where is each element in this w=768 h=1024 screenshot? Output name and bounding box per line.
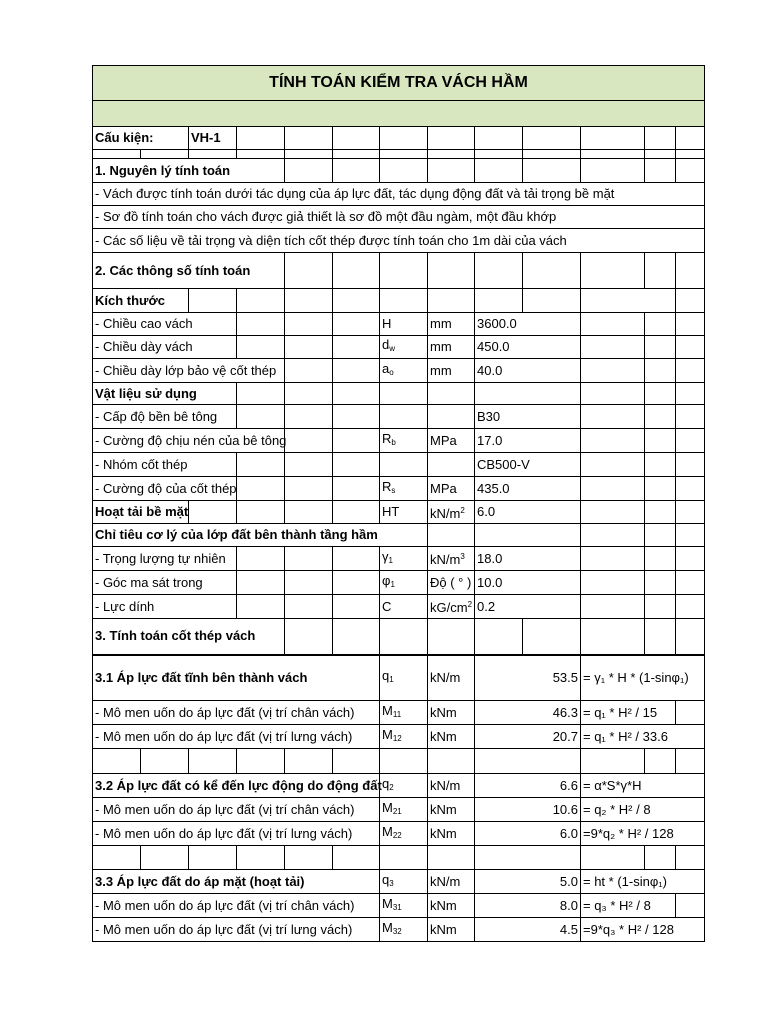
moment-unit: kNm (428, 701, 475, 725)
param-unit: $kN/m^3$ (428, 547, 475, 571)
param-unit: mm (428, 336, 475, 359)
moment-unit: kNm (428, 918, 475, 942)
param-unit: Độ ( ° ) (428, 571, 475, 595)
moment-formula: =9*q₃ * H² / 128 (581, 918, 705, 942)
param-symbol: $R_s$ (380, 477, 428, 501)
result-symbol: $q_2$ (380, 774, 428, 798)
calculation-sheet (92, 65, 705, 942)
sub2-heading: 3.2 Áp lực đất có kể đến lực động do động đất (93, 774, 380, 798)
moment-symbol: $M_{22}$ (380, 822, 428, 846)
param-label: - Góc ma sát trong (93, 571, 237, 595)
moment-symbol: $M_{21}$ (380, 798, 428, 822)
param-symbol: $\varphi_1$ (380, 571, 428, 595)
moment-value[interactable]: 8.0 (475, 894, 581, 918)
title-band (93, 101, 705, 127)
dimensions-heading: Kích thước (93, 289, 189, 313)
moment-label: - Mô men uốn do áp lực đất (vị trí chân vách) (93, 701, 380, 725)
moment-unit: kNm (428, 894, 475, 918)
param-unit: MPa (428, 429, 475, 453)
section1-heading: 1. Nguyên lý tính toán (93, 159, 285, 183)
param-value[interactable]: 6.0 (475, 501, 581, 524)
moment-label: - Mô men uốn do áp lực đất (vị trí chân vách) (93, 798, 380, 822)
param-unit: mm (428, 313, 475, 336)
param-value[interactable]: 450.0 (475, 336, 581, 359)
moment-value[interactable]: 46.3 (475, 701, 581, 725)
param-unit: MPa (428, 477, 475, 501)
live-load-label: Hoạt tải bề mặt (93, 501, 189, 524)
param-symbol: $d_w$ (380, 336, 428, 359)
param-symbol: $R_b$ (380, 429, 428, 453)
param-label: - Cường độ của cốt thép (93, 477, 237, 501)
param-unit: $kG/cm^2$ (428, 595, 475, 619)
section1-line-3: - Các số liệu về tải trọng và diện tích cốt thép được tính toán cho 1m dài của vách (93, 229, 705, 253)
moment-symbol: $M_{11}$ (380, 701, 428, 725)
moment-value[interactable]: 6.0 (475, 822, 581, 846)
component-label: Cấu kiện: (93, 127, 189, 150)
param-value[interactable]: 40.0 (475, 359, 581, 383)
section1-line-2: - Sơ đồ tính toán cho vách được giả thiết là sơ đồ một đầu ngàm, một đầu khớp (93, 206, 705, 229)
moment-symbol: $M_{31}$ (380, 894, 428, 918)
moment-value[interactable]: 10.6 (475, 798, 581, 822)
result-unit: kN/m (428, 774, 475, 798)
param-symbol: HT (380, 501, 428, 524)
result-symbol: $q_1$ (380, 655, 428, 701)
moment-unit: kNm (428, 822, 475, 846)
component-value[interactable]: VH-1 (189, 127, 237, 150)
sheet-title: TÍNH TOÁN KIỂM TRA VÁCH HẦM (93, 66, 705, 101)
moment-label: - Mô men uốn do áp lực đất (vị trí chân vách) (93, 894, 380, 918)
moment-formula: = q₁ * H² / 15 (581, 701, 676, 725)
result-unit: kN/m (428, 870, 475, 894)
param-label: - Nhóm cốt thép (93, 453, 237, 477)
moment-value[interactable]: 4.5 (475, 918, 581, 942)
param-label: - Lực dính (93, 595, 237, 619)
moment-symbol: $M_{12}$ (380, 725, 428, 749)
section2-heading: 2. Các thông số tính toán (93, 253, 285, 289)
result-symbol: $q_3$ (380, 870, 428, 894)
param-value[interactable]: 18.0 (475, 547, 581, 571)
result-formula: = ht * (1-sinφ₁) (581, 870, 705, 894)
result-value[interactable]: 5.0 (475, 870, 581, 894)
moment-value[interactable]: 20.7 (475, 725, 581, 749)
param-label: - Chiều dày lớp bảo vệ cốt thép (93, 359, 285, 383)
param-unit: $kN/m^2$ (428, 501, 475, 524)
param-value[interactable]: 17.0 (475, 429, 581, 453)
moment-label: - Mô men uốn do áp lực đất (vị trí lưng vách) (93, 822, 380, 846)
moment-symbol: $M_{32}$ (380, 918, 428, 942)
param-value[interactable]: 10.0 (475, 571, 581, 595)
param-symbol: $\gamma_1$ (380, 547, 428, 571)
param-value[interactable]: 435.0 (475, 477, 581, 501)
moment-unit: kNm (428, 725, 475, 749)
result-unit: kN/m (428, 655, 475, 701)
moment-formula: =9*q₂ * H² / 128 (581, 822, 705, 846)
moment-label: - Mô men uốn do áp lực đất (vị trí lưng vách) (93, 918, 380, 942)
param-unit: mm (428, 359, 475, 383)
moment-formula: = q₂ * H² / 8 (581, 798, 705, 822)
param-value[interactable]: 3600.0 (475, 313, 581, 336)
moment-formula: = q₃ * H² / 8 (581, 894, 676, 918)
result-formula: = γ₁ * H * (1-sinφ₁) (581, 655, 705, 701)
param-label: - Cấp độ bền bê tông (93, 405, 237, 429)
param-symbol: H (380, 313, 428, 336)
sub3-heading: 3.3 Áp lực đất do áp mặt (hoạt tải) (93, 870, 380, 894)
param-label: - Chiều dày vách (93, 336, 237, 359)
materials-heading: Vật liệu sử dụng (93, 383, 237, 405)
section3-heading: 3. Tính toán cốt thép vách (93, 619, 285, 655)
param-label: - Trọng lượng tự nhiên (93, 547, 237, 571)
param-symbol: $a_o$ (380, 359, 428, 383)
moment-label: - Mô men uốn do áp lực đất (vị trí lưng vách) (93, 725, 380, 749)
result-value[interactable]: 6.6 (475, 774, 581, 798)
param-label: - Chiều cao vách (93, 313, 237, 336)
moment-formula: = q₁ * H² / 33.6 (581, 725, 705, 749)
result-value[interactable]: 53.5 (475, 655, 581, 701)
moment-unit: kNm (428, 798, 475, 822)
soil-heading: Chỉ tiêu cơ lý của lớp đất bên thành tầng hầm (93, 524, 428, 547)
param-symbol: C (380, 595, 428, 619)
param-value[interactable]: CB500-V (475, 453, 581, 477)
result-formula: = α*S*γ*H (581, 774, 705, 798)
section1-line-1: - Vách được tính toán dưới tác dụng của áp lực đất, tác dụng động đất và tải trọng bề mặt (93, 183, 705, 206)
param-value[interactable]: B30 (475, 405, 581, 429)
param-label: - Cường độ chịu nén của bê tông (93, 429, 285, 453)
param-value[interactable]: 0.2 (475, 595, 581, 619)
sub1-heading: 3.1 Áp lực đất tĩnh bên thành vách (93, 655, 380, 701)
